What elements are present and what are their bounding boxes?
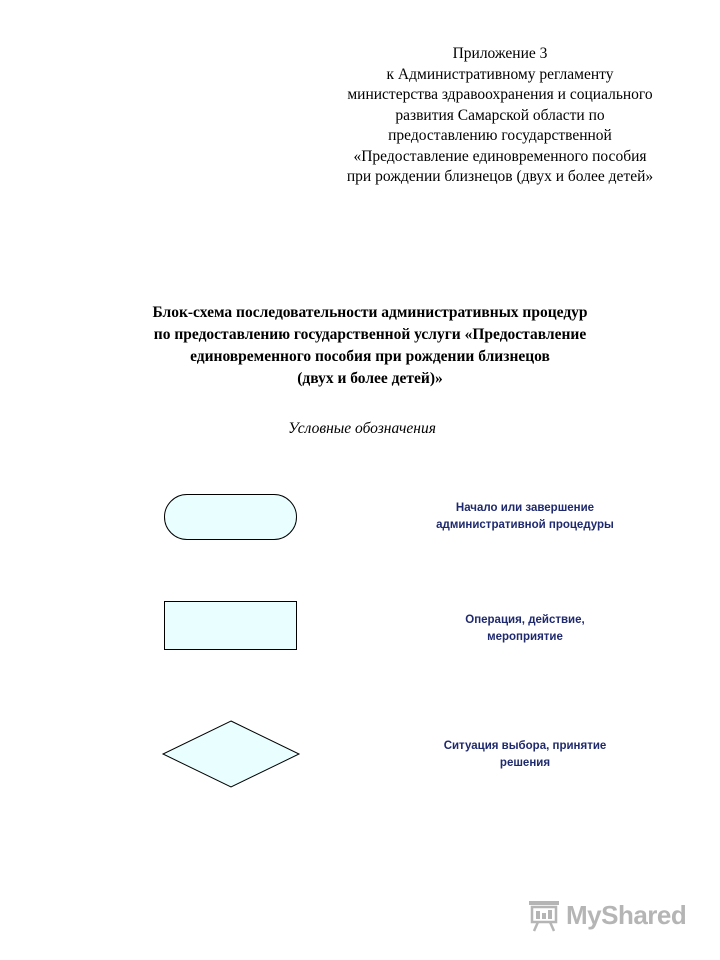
presentation-board-icon	[526, 898, 562, 932]
title-line: Блок-схема последовательности административных процедур	[152, 304, 588, 321]
appendix-line: развития Самарской области по	[395, 106, 605, 124]
appendix-line: к Административному регламенту	[386, 65, 614, 83]
appendix-line: при рождении близнецов (двух и более детей»	[346, 168, 654, 185]
appendix-line: «Предоставление единовременного пособия	[353, 147, 647, 165]
process-label-line: мероприятие	[487, 631, 563, 643]
process-label-line: Операция, действие,	[465, 614, 585, 626]
appendix-line: предоставлению государственной	[388, 127, 612, 144]
title-line: единовременного пособия при рождении близнецов	[190, 348, 550, 365]
decision-label-line: решения	[499, 757, 551, 769]
watermark	[526, 895, 696, 935]
title-line: (двух и более детей)»	[297, 370, 443, 387]
watermark-text: MyShared	[566, 899, 687, 930]
terminal-label-line: административной процедуры	[436, 519, 614, 531]
appendix-line: министерства здравоохранения и социального	[347, 86, 653, 103]
process-shape	[164, 601, 297, 650]
terminal-label	[405, 500, 645, 534]
document-title	[60, 302, 680, 390]
title-line: по предоставлению государственной услуги «Предоставление	[153, 326, 587, 343]
appendix-line: Приложение 3	[452, 45, 548, 62]
process-label	[405, 612, 645, 646]
decision-label	[405, 738, 645, 772]
appendix-header	[300, 44, 700, 188]
terminal-shape	[164, 494, 297, 540]
terminal-label-line: Начало или завершение	[455, 502, 595, 514]
decision-shape	[162, 720, 300, 788]
legend-heading: Условные обозначения	[288, 420, 436, 437]
decision-label-line: Ситуация выбора, принятие	[443, 740, 607, 752]
